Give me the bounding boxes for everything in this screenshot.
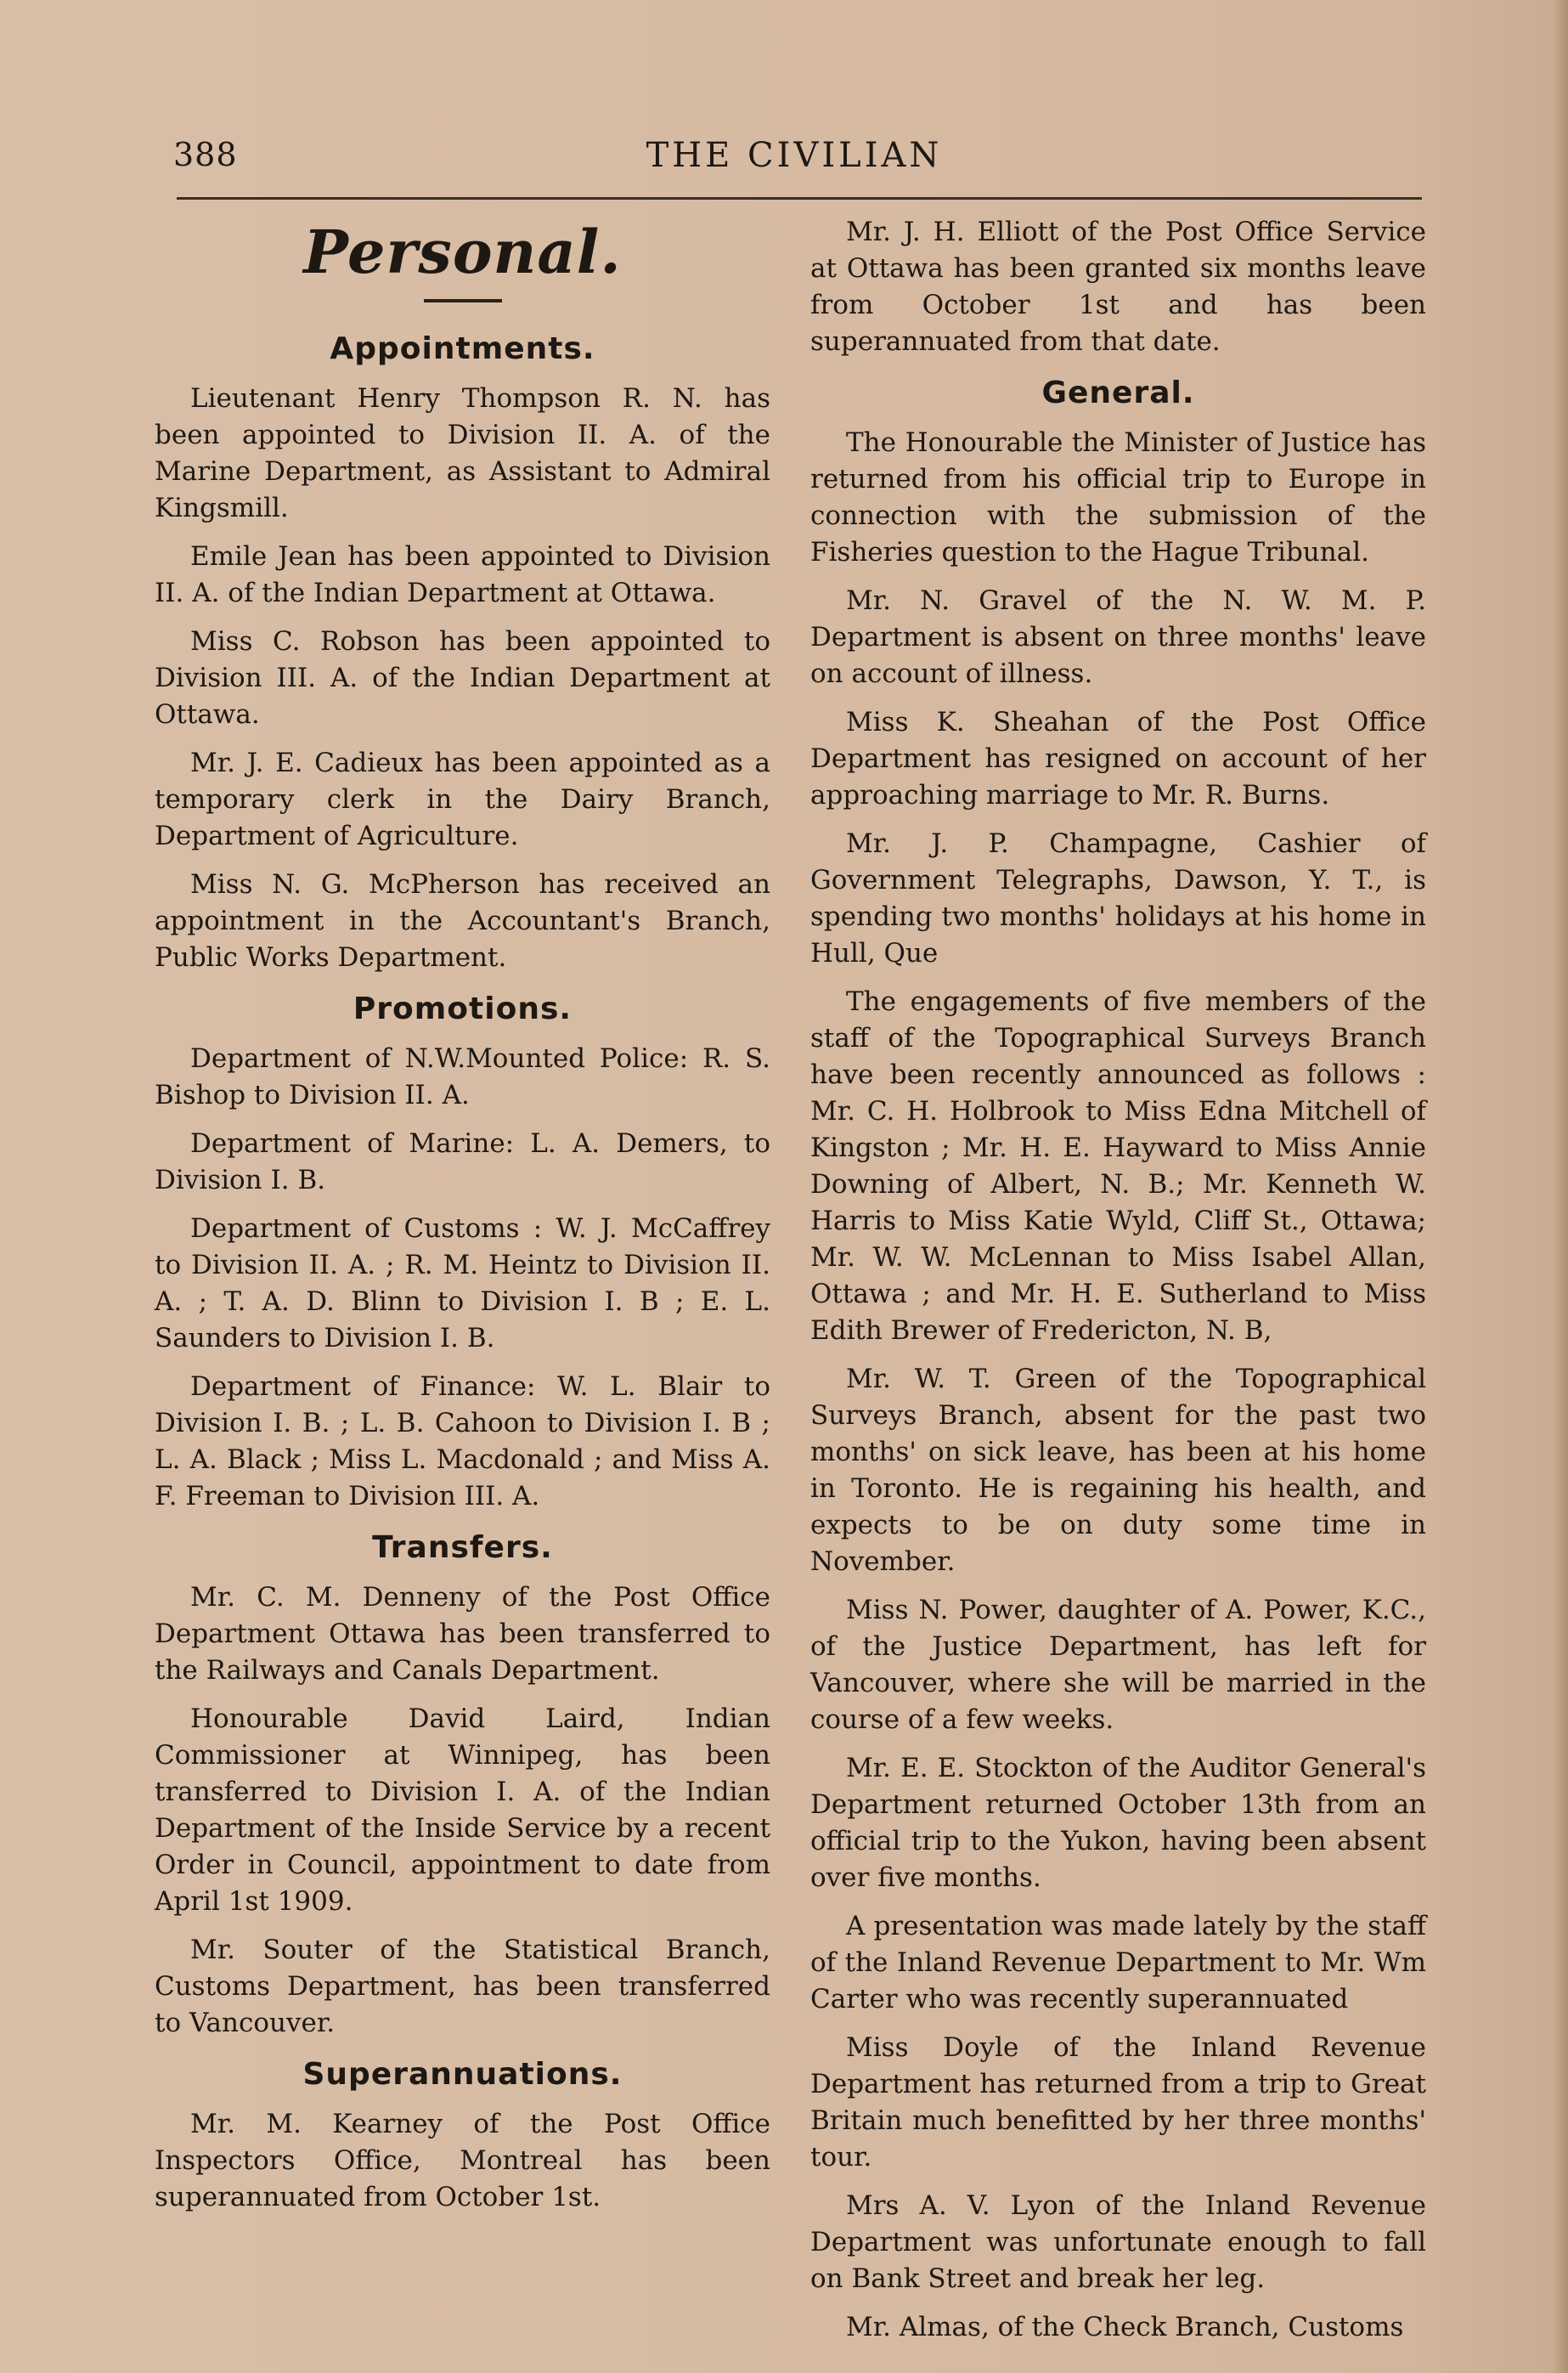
paragraph: Emile Jean has been appointed to Division II. A. of the Indian Department at Ottawa.: [155, 541, 770, 608]
paragraph: The Honourable the Minister of Justice has returned from his official trip to Europe in connection with the submission of the Fisheries question to the Hague Tribunal.: [810, 427, 1426, 568]
paragraph: The engagements of five members of the staff of the Topographical Surveys Branch have been recently announced as follows : Mr. C. H. Holbrook to Miss Edna Mitchell of Kingston ; Mr. H. E. Hayward to Miss Annie Downing of Albert, N. B.; Mr. Kenneth W. Harris to Miss Katie Wyld, Cliff St., Ottawa; Mr. W. W. McLennan to Miss Isabel Allan, Ottawa ; and Mr. H. E. Sutherland to Miss Edith Brewer of Fredericton, N. B,: [810, 986, 1426, 1346]
paragraph: Mr. J. P. Champagne, Cashier of Government Telegraphs, Dawson, Y. T., is spending two months' holidays at his home in Hull, Que: [810, 828, 1426, 969]
section-heading-appointments: Appointments.: [330, 331, 595, 366]
paragraph: Mr. N. Gravel of the N. W. M. P. Department is absent on three months' leave on account of illness.: [810, 585, 1426, 689]
paragraph: Miss Doyle of the Inland Revenue Department has returned from a trip to Great Britain much benefitted by her three months' tour.: [810, 2032, 1426, 2172]
paragraph: Mr. M. Kearney of the Post Office Inspectors Office, Montreal has been superannuated from October 1st.: [155, 2109, 770, 2212]
paragraph: Department of N.W.Mounted Police: R. S. Bishop to Division II. A.: [155, 1043, 770, 1110]
paragraph: Miss N. Power, daughter of A. Power, K.C., of the Justice Department, has left for Vancouver, where she will be married in the course of a few weeks.: [810, 1595, 1426, 1735]
paragraph: Mrs A. V. Lyon of the Inland Revenue Department was unfortunate enough to fall on Bank Street and break her leg.: [810, 2190, 1426, 2294]
paragraph: Honourable David Laird, Indian Commissioner at Winnipeg, has been transferred to Division I. A. of the Indian Department of the Inside Service by a recent Order in Council, appointment to date from April 1st 1909.: [155, 1703, 770, 1917]
left-column: [155, 214, 770, 2228]
paragraph: Mr. J. E. Cadieux has been appointed as a temporary clerk in the Dairy Branch, Department of Agriculture.: [155, 748, 770, 851]
page-edge-shadow: [1553, 0, 1568, 2373]
section-heading-promotions: Promotions.: [353, 992, 572, 1026]
running-header: [161, 127, 1427, 178]
right-column: [810, 214, 1426, 2358]
paragraph: Mr. Almas, of the Check Branch, Customs: [846, 2312, 1404, 2342]
paragraph: Department of Customs : W. J. McCaffrey to Division II. A. ; R. M. Heintz to Division II. A. ; T. A. D. Blinn to Division I. B ; E. L. Saunders to Division I. B.: [155, 1213, 770, 1353]
paragraph: Miss C. Robson has been appointed to Division III. A. of the Indian Department at Ottawa.: [155, 626, 770, 730]
running-title: THE CIVILIAN: [646, 136, 943, 175]
paragraph: Mr. J. H. Elliott of the Post Office Service at Ottawa has been granted six months leave from October 1st and has been superannuated from that date.: [810, 217, 1426, 357]
paragraph: Mr. W. T. Green of the Topographical Surveys Branch, absent for the past two months' on sick leave, has been at his home in Toronto. He is regaining his health, and expects to be on duty some time in November.: [810, 1364, 1426, 1577]
masthead-personal: Personal.: [303, 217, 622, 287]
section-heading-superannuations: Superannuations.: [302, 2057, 623, 2092]
paragraph: Department of Marine: L. A. Demers, to Division I. B.: [155, 1128, 770, 1195]
paragraph: Mr. Souter of the Statistical Branch, Customs Department, has been transferred to Vancouver.: [155, 1935, 770, 2038]
header-rule: [177, 197, 1422, 200]
paragraph: Lieutenant Henry Thompson R. N. has been appointed to Division II. A. of the Marine Department, as Assistant to Admiral Kingsmill.: [155, 383, 770, 523]
section-heading-transfers: Transfers.: [372, 1530, 553, 1565]
paragraph: A presentation was made lately by the staff of the Inland Revenue Department to Mr. Wm Carter who was recently superannuated: [810, 1911, 1426, 2014]
paragraph: Miss N. G. McPherson has received an appointment in the Accountant's Branch, Public Works Department.: [155, 869, 770, 973]
masthead-rule: [424, 299, 502, 302]
section-heading-general: General.: [1041, 376, 1195, 410]
paragraph: Miss K. Sheahan of the Post Office Department has resigned on account of her approaching marriage to Mr. R. Burns.: [810, 707, 1426, 811]
paragraph: Department of Finance: W. L. Blair to Division I. B. ; L. B. Cahoon to Division I. B ; L. A. Black ; Miss L. Macdonald ; and Miss A. F. Freeman to Division III. A.: [155, 1371, 770, 1511]
page-number: 388: [173, 136, 238, 173]
paragraph: Mr. E. E. Stockton of the Auditor General's Department returned October 13th from an official trip to the Yukon, having been absent over five months.: [810, 1753, 1426, 1893]
paragraph: Mr. C. M. Denneny of the Post Office Department Ottawa has been transferred to the Railways and Canals Department.: [155, 1582, 770, 1686]
